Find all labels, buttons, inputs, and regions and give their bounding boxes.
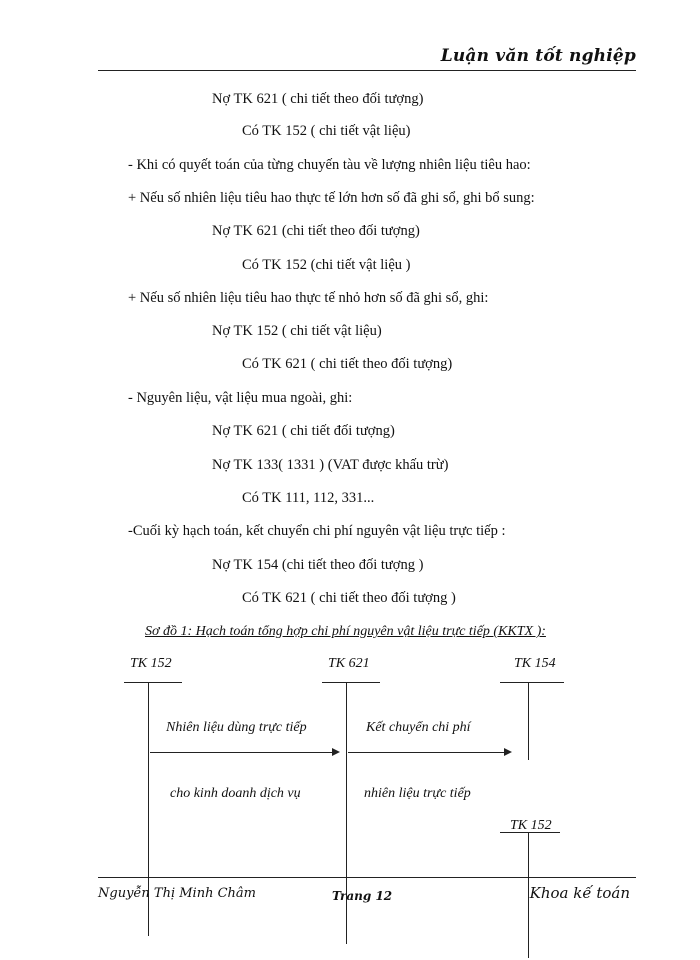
entry-debit-154: Nợ TK 154 (chi tiết theo đối tượng ) [212, 557, 424, 573]
entry-debit-133: Nợ TK 133( 1331 ) (VAT được khấu trừ) [212, 457, 449, 473]
case-smaller: + Nếu số nhiên liệu tiêu hao thực tế nhỏ hơn số đã ghi sổ, ghi: [128, 290, 489, 306]
entry-credit-111: Có TK 111, 112, 331... [242, 490, 375, 506]
entry-credit-621-b: Có TK 621 ( chi tiết theo đối tượng ) [242, 590, 456, 606]
entry-debit-621-b: Nợ TK 621 (chi tiết theo đối tượng) [212, 223, 420, 239]
account-label-tk152: TK 152 [130, 656, 172, 671]
t-account-bar-tk152-second [500, 832, 560, 833]
arrow2-label-line2: nhiên liệu trực tiếp [364, 786, 471, 801]
footer-author: Nguyễn Thị Minh Châm [98, 886, 256, 901]
bullet-period-end: -Cuối kỳ hạch toán, kết chuyển chi phí nguyên vật liệu trực tiếp : [128, 523, 506, 539]
arrow-shaft-152-to-621 [150, 752, 332, 753]
entry-debit-621-c: Nợ TK 621 ( chi tiết đối tượng) [212, 423, 395, 439]
arrow-head-152-to-621 [332, 748, 340, 756]
account-label-tk621: TK 621 [328, 656, 370, 671]
entry-credit-152: Có TK 152 ( chi tiết vật liệu) [242, 123, 411, 139]
bullet-settlement: - Khi có quyết toán của từng chuyến tàu về lượng nhiên liệu tiêu hao: [128, 157, 531, 173]
entry-debit-621: Nợ TK 621 ( chi tiết theo đối tượng) [212, 91, 424, 107]
arrow2-label-line1: Kết chuyển chi phí [366, 720, 471, 735]
t-account-stem-tk621 [346, 682, 347, 944]
t-account-bar-tk621 [322, 682, 380, 683]
entry-credit-152-b: Có TK 152 (chi tiết vật liệu ) [242, 257, 411, 273]
footer-department: Khoa kế toán [529, 884, 630, 902]
bullet-purchase: - Nguyên liệu, vật liệu mua ngoài, ghi: [128, 390, 353, 406]
entry-credit-621: Có TK 621 ( chi tiết theo đối tượng) [242, 356, 453, 372]
diagram-caption: Sơ đồ 1: Hạch toán tổng hợp chi phí nguyên vật liệu trực tiếp (KKTX ): [145, 624, 546, 639]
footer-rule [98, 877, 636, 878]
arrow-head-621-to-154 [504, 748, 512, 756]
arrow1-label-line1: Nhiên liệu dùng trực tiếp [166, 720, 307, 735]
t-account-bar-tk154 [500, 682, 564, 683]
footer-page-number: Trang 12 [332, 889, 393, 903]
header-rule [98, 70, 636, 71]
header-title: Luận văn tốt nghiệp [440, 46, 636, 66]
t-account-stem-tk154 [528, 682, 529, 760]
account-label-tk154: TK 154 [514, 656, 556, 671]
t-account-bar-tk152 [124, 682, 182, 683]
entry-debit-152: Nợ TK 152 ( chi tiết vật liệu) [212, 323, 382, 339]
arrow-shaft-621-to-154 [348, 752, 504, 753]
case-greater: + Nếu số nhiên liệu tiêu hao thực tế lớn hơn số đã ghi sổ, ghi bổ sung: [128, 190, 535, 206]
account-label-tk152-second: TK 152 [510, 818, 552, 833]
arrow1-label-line2: cho kinh doanh dịch vụ [170, 786, 301, 801]
